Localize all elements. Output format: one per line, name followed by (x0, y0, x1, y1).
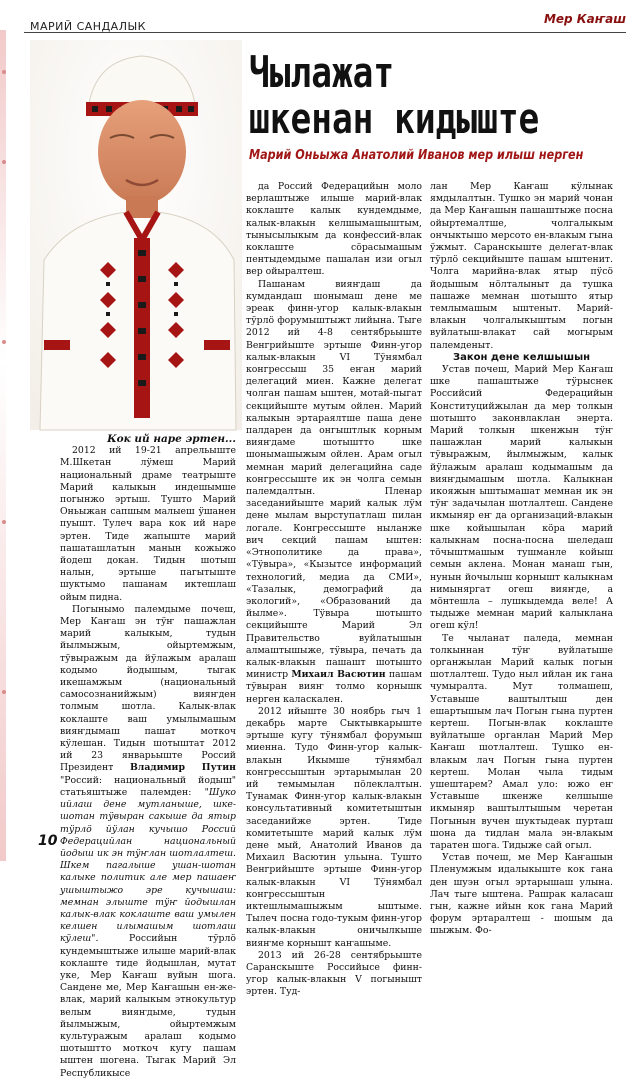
edge-ornament (2, 70, 6, 74)
edge-ornament (2, 340, 6, 344)
title-line-1: Чылажат (249, 48, 395, 97)
article-subtitle: Марий Оньыжа Анатолий Иванов мер илыш нерген (249, 148, 584, 163)
column-subheading: Кок ий наре эртен... (107, 433, 236, 445)
paragraph: да Россий Федерацийын моло верлаштыже илыше марий-влак коклаште калык кундемдыме, калык-влакын келшымашыштым, тынысылыкым да конфессий-влак коклаште сӧрасымашым пентыдемдыме пашалан изи огыл вер ойыралтеш. (246, 181, 422, 278)
magazine-name: Мер Каҥаш (543, 12, 626, 26)
portrait-photo (30, 40, 242, 430)
paragraph: Те чыланат паледа, мемнан толкыннан тӱҥ вуйлатыше органжылан Марий калык погын шотлалтеш. Тудо ныл ийлан ик гана чумыралта. Мут толмашеш, Уставыше ваштылтыш ден ешартышым лач Погын гына пуртен кертеш. Погын-влак коклаште вуйлатыше органлан Марий Мер Каҥаш шотлалтеш. Тушко ен-влакым лач Погын гына пуртен кертеш. Молан чыла тидым ушештарем? Амал уло: южо еҥ Уставыше шкенже келшыше икмыняр ваштылтышым черетан Погынын вучен шуктыдеак пурташ шона да тидлан мала эн-влакым таратен шога. Тидыже сай огыл. (430, 632, 613, 851)
article-title (249, 50, 561, 142)
page-number: 10 (38, 833, 58, 849)
edge-ornament (2, 160, 6, 164)
paragraph: Устав почеш, Марий Мер Каҥаш шке пашаштыже тӱрыснек Российсий Федерацийын Конституцийжылан да мер толкын шотышто законвлаклан энерта. Марий толкын шкенжын тӱҥ пашажлан марий калыкын тӱвыражым, йылмыжым, калык йӱлажым аралаш кодымашым да вияҥдымашым шотла. Калыкнан икояжын ыштымашат мемнан ик эн тӱҥ задачылан шотлалтеш. Сандене икмыняр еҥ да организаций-влакын шке койышылан кӧра марий калыкнам посна-посна шеледаш тӧчыштмашым тушманле койыш семын аклена. Монан манаш гын, нунын йочылыш корнышт калыкнам нимыняргат огеш вияҥде, а мӧнтешла – лушкыдемда веле! А тыдыже мемнан марий калыклана огеш кӱл! (430, 364, 613, 632)
paragraph: лан Мер Каҥаш кӱлынак ямдылалтын. Тушко эн марий чонан да Мер Каҥашын пашаштыже посна ойыртемалтше, чолгалыкым ончыктышо мерсото ен-влакым гына ӱжмыт. Саранскыште делегат-влак тӱрлӧ секцийыште пашам ыштенит. Чолга марийна-влак ятыр пӱсӧ йодышым нӧлталыныт да тушка пашаже мемнан шотышто ятыр темлымашым ыштеныт. Марий-влакын чолгалыкыштым погын вуйлатыш-влакат сай могырым палемденыт. (430, 181, 614, 351)
paragraph: 2012 ий 19-21 апрельыште М.Шкетан лӱмеш Марий национальный драме театрыште Марий калыкын индешымше погынжо эртыш. Тушто Марий Оньыжан сапшым малыеш ӱшанен пуышт. Тулеч вара кок ий наре эртен. Тиде жапыште марий пашаташлатын манын кожыжо йодеш докан. Тидын шотыш налын, эртыше пагытыште шуктымо пашанам иктешлаш ойым пидна. (60, 445, 236, 603)
section-name: МАРИЙ САНДАЛЫК (30, 20, 146, 33)
portrait-photo-icon (30, 40, 242, 430)
edge-ornament (2, 520, 6, 524)
paragraph-text: Погынымо палемдыме почеш, Мер Каҥаш эн тӱҥ пашажлан марий калыкым, тудын йылмыжым, ойыртемжым, тӱвыражым да йӱлажым аралаш кодымо йодышым, тыгак икешамжым (национальный самосознанийжым) вияҥден толмым шотла. Калык-влак коклаште ваш умылымашым вияҥдымаш пашат моткоч кӱлешан. Тидын шотыштат 2012 ий 23 январьыште Россий Президент (60, 603, 236, 774)
left-decorative-stripe (0, 30, 6, 861)
text-column-3 (430, 181, 614, 937)
paragraph: 2012 ийыште 30 ноябрь гыч 1 декабрь марте Сыктывкарыште эртыше кугу тӱнямбал форумыш миенна. Тудо Финн-угор калык-влакын Икымше тӱнямбал конгрессыштын эртарымылан 20 ий темымылан пӧлеклалтын. Тунамак Финн-угор калык-влакын консультативный комитетыштын заседанийже эртен. Тиде комитетыште марий калык лӱм дене мый, Анатолий Иванов да Михаил Васютин ульына. Тушто Венгрийыште эртыше Финн-угор калык-влакын VI Тӱнямбал конгрессыштын иктешлымашыжым ыштыме. Тылеч посна годо-тукым финн-угор калык-влакын оничылкыше вияҥме корнышт каҥашыме. (246, 705, 422, 949)
quote-text: "Шуко ийлаш дене мутланыше, шке-шотан тӱвыран сакыше да ятыр тӱрлӧ йӱлан кучышо Россий Федерацийлан национальный йодыш ик эн тӱҥлан шотлалтеш. Шкем пагалыше ушан-шотан калыке политик але мер пашаеҥ ушыштыжо эре кучышаш: мемнан элыште тӱҥ йодышлан калык-влак коклаште ваш умылен келшен илымашым шотлаш кӱлеш". (60, 786, 236, 945)
text-column-2 (246, 181, 422, 998)
paragraph: 2013 ий 26-28 сентябрьыште Саранскыште Российысе финн-угор калык-влакын V погынышт эртен. Туд- (246, 949, 422, 998)
paragraph (246, 279, 422, 706)
title-line-2: шкенан кидыште (249, 94, 540, 143)
paragraph-text: Российын тӱрлӧ кундемыштыже илыше марий-влак коклаште тиде йодышлан, мутат уке, Мер Каҥаш вуйын шога. Сандене ме, Мер Каҥашын ен-же-влак, марий калыкым этнокультур велым вияҥдыме, тудын йылмыжым, ойыртемжым культуражым аралаш кодымо шотыштто моткоч кугу пашам ыштен шогена. Тыгак Марий Эл Республикысе (60, 933, 236, 1079)
person-name: Михаил Васютин (291, 669, 386, 681)
paragraph-text: "Россий: национальный йодыш" статьяштыже палемден: (60, 774, 236, 798)
text-column-1 (60, 433, 236, 1079)
header-rule (24, 32, 626, 33)
paragraph: Устав почеш, ме Мер Каҥашын Пленумжым идалыкыште кок гана ден шуэн огыл эртарышаш улына. Лач тыге ыштена. Рашрак каласаш гын, кажне ийын кок гана Марий форум эртаралтеш - шошым да шыжым. Фо- (430, 852, 613, 937)
person-name: Владимир Путин (129, 762, 236, 774)
edge-ornament (2, 690, 6, 694)
paragraph-text: пашам тӱвыран вияҥ толмо корнышк нерген каласкален. (246, 669, 422, 705)
paragraph (60, 604, 236, 1080)
column-subheading: Закон дене келшышын (452, 351, 591, 363)
paragraph-text: Пашанам вияҥдаш да кумдандаш шонымаш дене ме эреак финн-угор калык-влакын тӱрлӧ форумыштыжт лийына. Тыге 2012 ий 4-8 сентябрьыште Венгрийыште эртыше Финн-угор калык-влакын VI Тӱнямбал конгрессыш 35 еҥан марий делегаций миен. Кажне делегат чолган пашам ыштен, мотай-пыгат секцийыште мутым ойлен. Марий калыкын эртараялтше паша дене палдарен да онгыштлык корным вияҥдаме шотыштто шке шонымашыжым ойлен. Арам огыл мемнан марий делегацийна саде конгрессыште ик эн чолга семын палемдалтын. Пленар заседанийыште марий калык лӱм дене мылам вырступатлаш пилан логале. Конгрессыште ныланже вич секций пашам ыштен: «Этнополитике да права», «Тӱвыра», «Кызытсе информаций технологий, медиа да СМИ», «Тазалык, демографий да экологий», «Образований да йылме». Тӱвыра шотышто секцийыште Марий Эл Правительство вуйлатышын алмаштышыже, тӱвыра, печать да калык-влакын пашашт шотышто министр (246, 278, 422, 681)
